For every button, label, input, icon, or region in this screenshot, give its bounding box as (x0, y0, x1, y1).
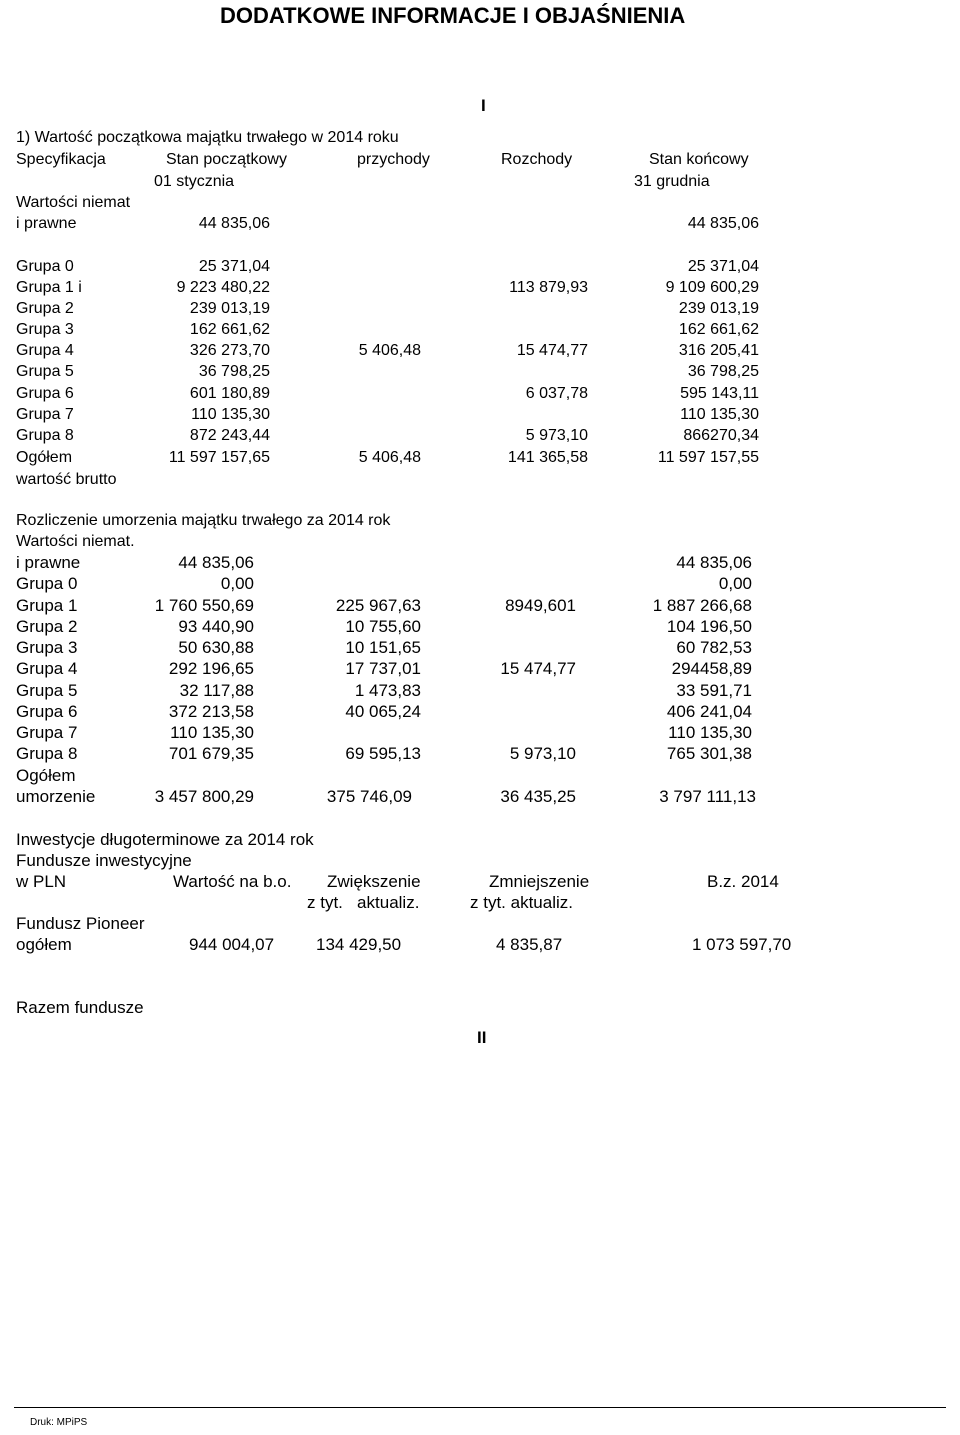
table1-row-cell: 110 135,30 (191, 406, 270, 423)
table1-row-cell: 25 371,04 (198, 258, 270, 275)
table1-row-cell: 162 661,62 (189, 321, 270, 338)
table1-row-cell: 44 835,06 (687, 215, 759, 232)
table1-row-cell: 36 798,25 (198, 363, 270, 380)
table3-row-bz: 1 073 597,70 (692, 935, 792, 954)
table2-row-cell: Grupa 6 (16, 702, 78, 721)
table2-row-cell: 40 065,24 (345, 702, 421, 721)
table3-row-decrease: 4 835,87 (496, 935, 563, 954)
table3-header-bo: Wartość na b.o. (173, 872, 292, 891)
table1-row-cell: 141 365,58 (507, 449, 588, 466)
table1-row-cell: 113 879,93 (509, 279, 588, 296)
table1-row-cell: 239 013,19 (189, 300, 270, 317)
table1-row-cell: 9 223 480,22 (176, 279, 270, 296)
table1-row-cell: 5 973,10 (525, 427, 588, 444)
table1-row-cell: 44 835,06 (198, 215, 270, 232)
table2-row-cell: 93 440,90 (178, 617, 254, 636)
table2-row-cell: 110 135,30 (668, 723, 752, 742)
table3-subheader-decrease: z tyt. aktualiz. (470, 893, 573, 912)
table3-fund-name: Fundusz Pioneer (16, 914, 145, 933)
table2-row-cell: 0,00 (220, 574, 254, 593)
table2-row-cell: 104 196,50 (666, 617, 752, 636)
table2-row-cell: 1 473,83 (354, 681, 421, 700)
table2-row-cell: 294458,89 (671, 659, 752, 678)
table1-row-cell: 110 135,30 (680, 406, 759, 423)
table2-row-cell: 292 196,65 (168, 659, 254, 678)
table1-subheader-end: 31 grudnia (634, 173, 710, 190)
table2-row-cell: 406 241,04 (666, 702, 752, 721)
table2-row-cell: Grupa 0 (16, 574, 78, 593)
table2-total-cell: 3 797 111,13 (659, 787, 756, 806)
table1-row-cell: Grupa 2 (16, 300, 74, 317)
table1-label-pre: Wartości niemat (16, 194, 131, 211)
table2-total-cell: 36 435,25 (500, 787, 576, 806)
table2-row-cell: 372 213,58 (168, 702, 254, 721)
table2-row-cell: 60 782,53 (676, 638, 752, 657)
table2-row-cell: 225 967,63 (335, 596, 421, 615)
table2-total-cell: umorzenie (16, 787, 96, 806)
table3-header-decrease: Zmniejszenie (489, 872, 590, 891)
table1-row-cell: 595 143,11 (680, 385, 759, 402)
table1-row-cell: 239 013,19 (678, 300, 759, 317)
table1-heading: 1) Wartość początkowa majątku trwałego w 2014 roku (16, 129, 399, 146)
table3-subheader-increase: z tyt. aktualiz. (307, 893, 420, 912)
table3-header-increase: Zwiększenie (327, 872, 421, 891)
table2-row-cell: 8949,601 (505, 596, 576, 615)
table2-row-cell: 32 117,88 (179, 681, 254, 700)
table2-row-cell: 10 755,60 (345, 617, 421, 636)
table1-row-cell: 866270,34 (683, 427, 759, 444)
table1-row-cell: Grupa 0 (16, 258, 74, 275)
table2-row-cell: Grupa 8 (16, 744, 78, 763)
table1-row-cell: 11 597 157,55 (657, 449, 759, 466)
table2-row-cell: 701 679,35 (168, 744, 254, 763)
table1-row-cell: 6 037,78 (525, 385, 588, 402)
table3-header-bz: B.z. 2014 (707, 872, 779, 891)
table1-row-cell: 326 273,70 (189, 342, 270, 359)
table2-row-cell: 765 301,38 (666, 744, 752, 763)
table1-header-outgo: Rozchody (501, 151, 573, 168)
table2-heading: Rozliczenie umorzenia majątku trwałego za 2014 rok (16, 512, 391, 529)
table1-row-cell: 5 406,48 (358, 449, 421, 466)
table1-label-post: wartość brutto (16, 471, 117, 488)
section-marker-i: I (481, 96, 486, 115)
page-title: DODATKOWE INFORMACJE I OBJAŚNIENIA (220, 3, 686, 28)
table3-subheading: Fundusze inwestycyjne (16, 851, 192, 870)
table1-header-start: Stan początkowy (166, 151, 287, 168)
table2-row-cell: 17 737,01 (345, 659, 421, 678)
table3-total-label: Razem fundusze (16, 998, 144, 1017)
table1-row-cell: i prawne (16, 215, 77, 232)
table1-row-cell: 36 798,25 (687, 363, 759, 380)
table1-row-cell: Grupa 7 (16, 406, 74, 423)
table1-header-income: przychody (357, 151, 430, 168)
table2-row-cell: 5 973,10 (509, 744, 576, 763)
table3-row-bo: 944 004,07 (189, 935, 275, 954)
table2-row-cell: Grupa 1 (16, 596, 78, 615)
table2-total-cell: 3 457 800,29 (154, 787, 254, 806)
table1-row-cell: Grupa 5 (16, 363, 74, 380)
table2-row-cell: 1 887 266,68 (652, 596, 752, 615)
table1-row-cell: 25 371,04 (687, 258, 759, 275)
table1-header-end: Stan końcowy (649, 151, 749, 168)
table1-row-cell: 11 597 157,65 (168, 449, 270, 466)
table1-row-cell: 316 205,41 (678, 342, 759, 359)
table1-row-cell: 15 474,77 (516, 342, 588, 359)
table1-row-cell: Grupa 4 (16, 342, 74, 359)
table1-row-cell: 872 243,44 (189, 427, 270, 444)
table2-row-cell: Grupa 7 (16, 723, 78, 742)
table1-row-cell: Grupa 3 (16, 321, 74, 338)
footer-divider (14, 1407, 946, 1408)
table2-row-cell: 15 474,77 (500, 659, 576, 678)
table2-row-cell: 0,00 (718, 574, 752, 593)
table2-total-label-pre: Ogółem (16, 766, 76, 785)
table3-heading: Inwestycje długoterminowe za 2014 rok (16, 830, 314, 849)
table2-row-cell: Grupa 4 (16, 659, 78, 678)
table1-row-cell: Grupa 1 i (16, 279, 82, 296)
table2-row-cell: i prawne (16, 553, 81, 572)
table3-row-label: ogółem (16, 935, 72, 954)
table1-header-spec: Specyfikacja (16, 151, 106, 168)
table1-row-cell: 162 661,62 (678, 321, 759, 338)
table2-row-cell: 50 630,88 (178, 638, 254, 657)
table2-row-cell: 10 151,65 (345, 638, 421, 657)
table1-row-cell: 5 406,48 (358, 342, 421, 359)
table1-row-cell: Ogółem (16, 449, 73, 466)
table1-subheader-start: 01 stycznia (154, 173, 235, 190)
table2-row-cell: 110 135,30 (170, 723, 254, 742)
section-marker-ii: II (477, 1028, 487, 1047)
table2-total-cell: 375 746,09 (326, 787, 412, 806)
table2-label-pre: Wartości niemat. (16, 533, 135, 550)
table1-row-cell: Grupa 8 (16, 427, 74, 444)
table2-row-cell: 33 591,71 (676, 681, 752, 700)
table1-row-cell: 601 180,89 (189, 385, 270, 402)
table2-row-cell: Grupa 2 (16, 617, 78, 636)
table3-row-increase: 134 429,50 (316, 935, 402, 954)
table1-row-cell: Grupa 6 (16, 385, 74, 402)
footer-print-label: Druk: MPiPS (30, 1417, 88, 1428)
table2-row-cell: 69 595,13 (345, 744, 421, 763)
table2-row-cell: 44 835,06 (178, 553, 254, 572)
table2-row-cell: Grupa 3 (16, 638, 78, 657)
table1-row-cell: 9 109 600,29 (665, 279, 759, 296)
table2-row-cell: 1 760 550,69 (154, 596, 254, 615)
table2-row-cell: 44 835,06 (676, 553, 752, 572)
table2-row-cell: Grupa 5 (16, 681, 78, 700)
table3-header-pln: w PLN (16, 872, 67, 891)
